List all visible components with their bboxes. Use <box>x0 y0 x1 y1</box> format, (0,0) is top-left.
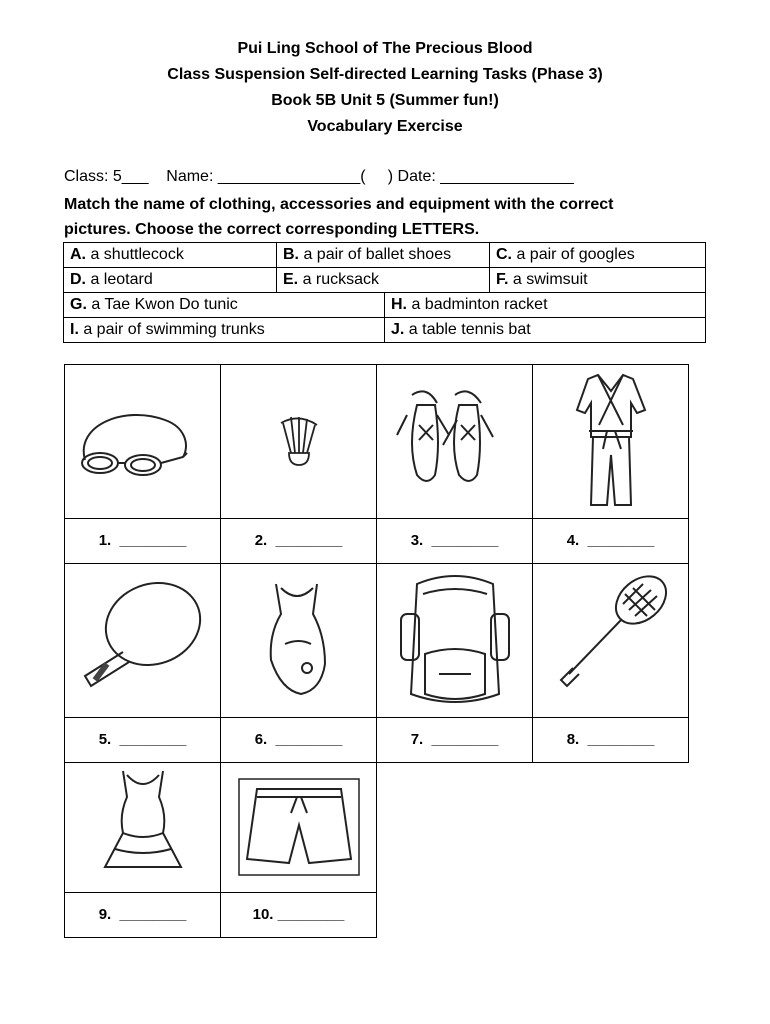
answer-blank-8[interactable]: 8. ________ <box>533 717 688 762</box>
table-tennis-bat-icon <box>65 564 220 718</box>
option-e: E. a rucksack <box>277 268 490 293</box>
option-j: J. a table tennis bat <box>385 318 706 343</box>
instruction-line-2: pictures. Choose the correct corresponding LETTERS. <box>64 221 480 238</box>
answer-blank-9[interactable]: 9. ________ <box>65 892 220 937</box>
shuttlecock-icon <box>221 365 376 519</box>
picture-cell-8 <box>532 563 689 763</box>
answer-blank-7[interactable]: 7. ________ <box>377 717 532 762</box>
option-b: B. a pair of ballet shoes <box>277 243 490 268</box>
picture-cell-3 <box>376 364 533 564</box>
badminton-racket-icon <box>533 564 688 718</box>
school-name: Pui Ling School of The Precious Blood <box>237 40 533 57</box>
picture-cell-7 <box>376 563 533 763</box>
picture-cell-5 <box>64 563 221 763</box>
answer-blank-1[interactable]: 1. ________ <box>65 518 220 563</box>
option-a: A. a shuttlecock <box>64 243 277 268</box>
swimming-trunks-icon <box>221 763 376 893</box>
option-h: H. a badminton racket <box>385 293 706 318</box>
picture-cell-1 <box>64 364 221 564</box>
picture-cell-4 <box>532 364 689 564</box>
leotard-icon <box>221 564 376 718</box>
options-table-bottom <box>63 292 706 343</box>
picture-cell-10 <box>220 762 377 938</box>
answer-blank-4[interactable]: 4. ________ <box>533 518 688 563</box>
goggles-icon <box>65 365 220 519</box>
option-c: C. a pair of googles <box>490 243 706 268</box>
book-unit: Book 5B Unit 5 (Summer fun!) <box>271 92 499 109</box>
picture-cell-9 <box>64 762 221 938</box>
picture-cell-2 <box>220 364 377 564</box>
exercise-title: Vocabulary Exercise <box>307 118 463 135</box>
answer-blank-3[interactable]: 3. ________ <box>377 518 532 563</box>
option-f: F. a swimsuit <box>490 268 706 293</box>
tasks-title: Class Suspension Self-directed Learning Tasks (Phase 3) <box>167 66 603 83</box>
answer-blank-5[interactable]: 5. ________ <box>65 717 220 762</box>
answer-blank-10[interactable]: 10. ________ <box>221 892 376 937</box>
options-table-top <box>63 242 706 293</box>
option-d: D. a leotard <box>64 268 277 293</box>
option-g: G. a Tae Kwon Do tunic <box>64 293 385 318</box>
option-i: I. a pair of swimming trunks <box>64 318 385 343</box>
answer-blank-2[interactable]: 2. ________ <box>221 518 376 563</box>
rucksack-icon <box>377 564 532 718</box>
picture-cell-6 <box>220 563 377 763</box>
student-info-line[interactable]: Class: 5___ Name: ________________( ) Date: _______________ <box>64 168 574 185</box>
tae-kwon-do-tunic-icon <box>533 365 688 519</box>
ballet-shoes-icon <box>377 365 532 519</box>
instruction-line-1: Match the name of clothing, accessories and equipment with the correct <box>64 196 614 213</box>
answer-blank-6[interactable]: 6. ________ <box>221 717 376 762</box>
swimsuit-icon <box>65 763 220 893</box>
